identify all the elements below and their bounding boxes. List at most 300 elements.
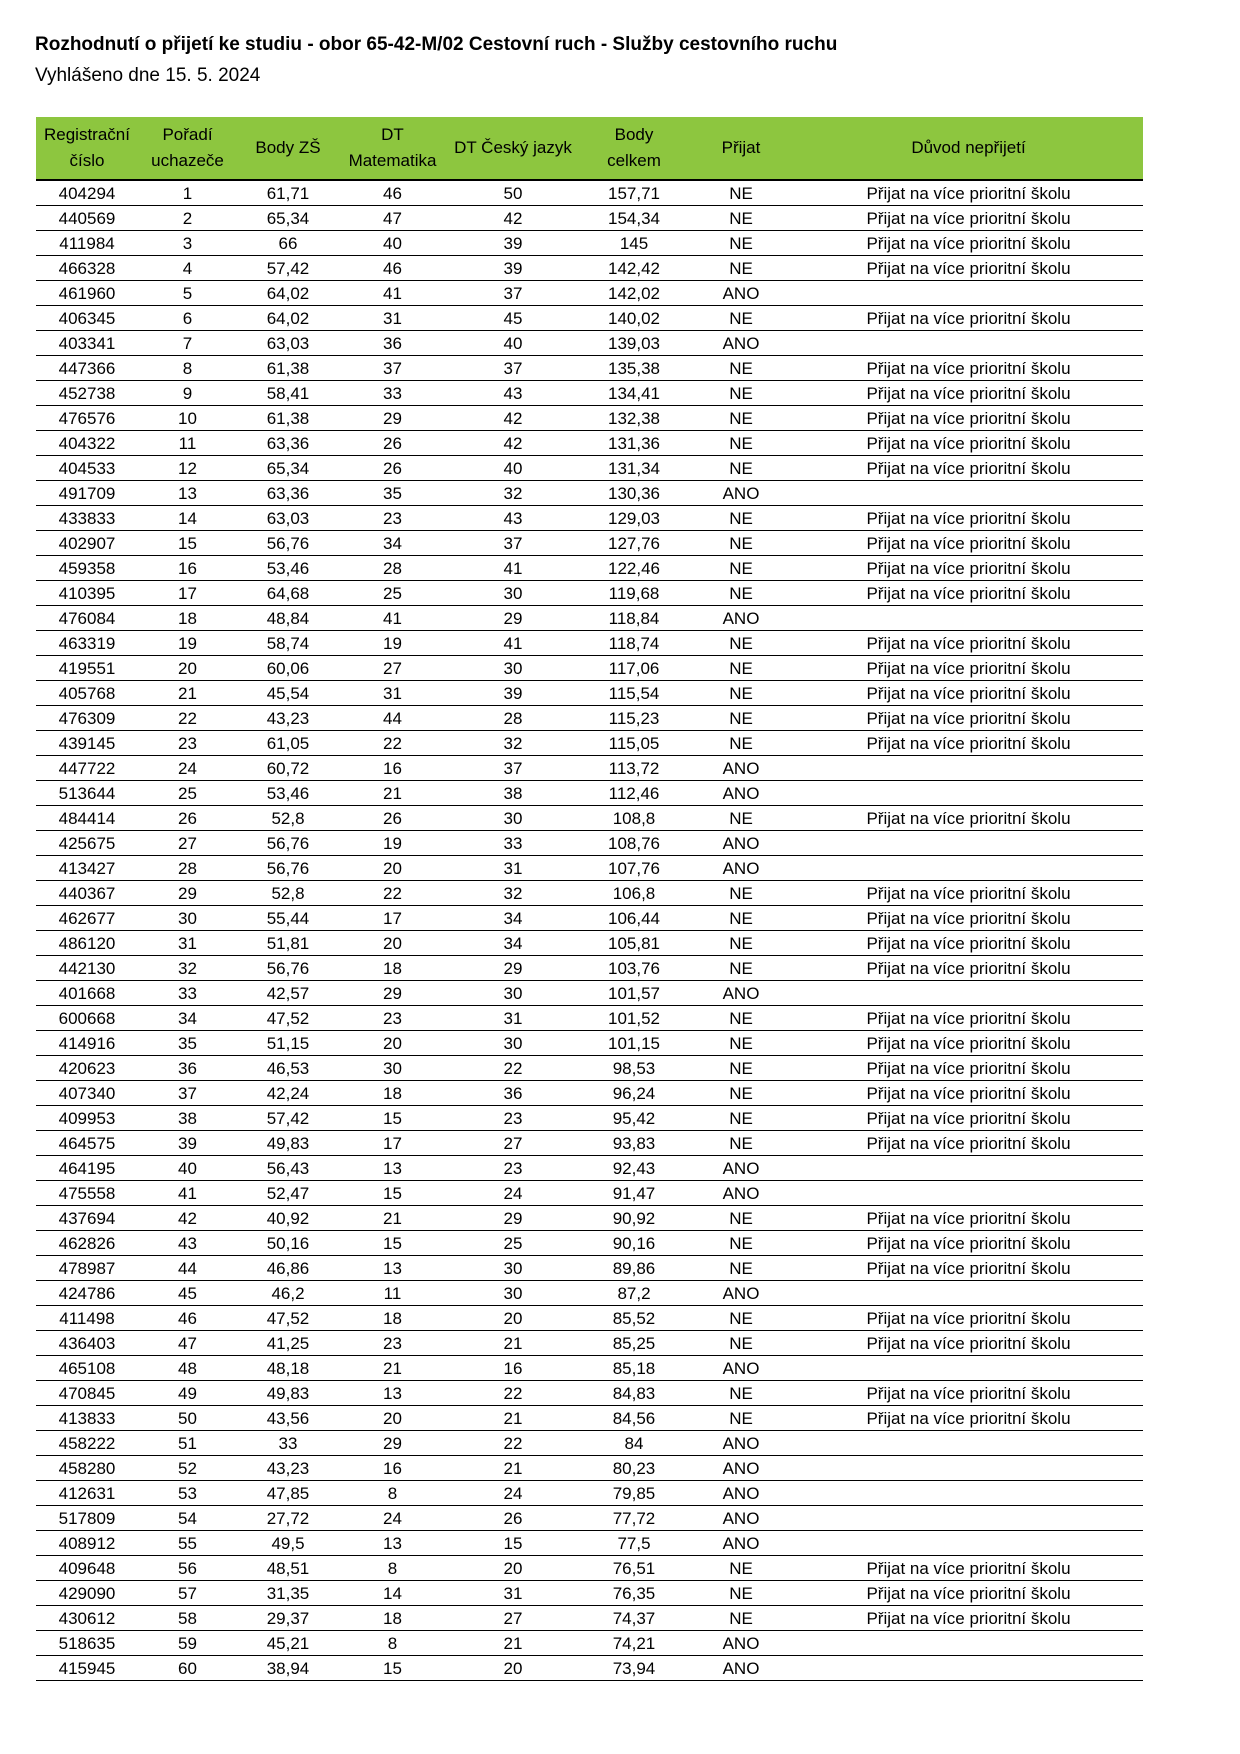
reason-cell: Přijat na více prioritní školu	[794, 1131, 1143, 1156]
czech-test-cell: 30	[446, 656, 580, 681]
rank-cell: 19	[138, 631, 237, 656]
math-test-cell: 13	[339, 1531, 446, 1556]
czech-test-cell: 34	[446, 906, 580, 931]
math-test-cell: 35	[339, 481, 446, 506]
rank-cell: 28	[138, 856, 237, 881]
total-points-cell: 118,74	[580, 631, 688, 656]
table-row	[36, 180, 1143, 206]
czech-test-cell: 30	[446, 581, 580, 606]
total-points-cell: 73,94	[580, 1656, 688, 1681]
total-points-cell: 131,36	[580, 431, 688, 456]
reason-cell: Přijat na více prioritní školu	[794, 1031, 1143, 1056]
school-points-cell: 53,46	[237, 556, 339, 581]
school-points-cell: 61,38	[237, 406, 339, 431]
math-test-cell: 31	[339, 306, 446, 331]
czech-test-cell: 39	[446, 681, 580, 706]
reason-cell	[794, 1431, 1143, 1456]
reason-cell: Přijat na více prioritní školu	[794, 356, 1143, 381]
reason-cell: Přijat na více prioritní školu	[794, 431, 1143, 456]
reason-cell: Přijat na více prioritní školu	[794, 1206, 1143, 1231]
czech-test-cell: 32	[446, 731, 580, 756]
table-row	[36, 1106, 1143, 1131]
math-test-cell: 30	[339, 1056, 446, 1081]
math-test-cell: 18	[339, 956, 446, 981]
reason-cell	[794, 1531, 1143, 1556]
rank-cell: 58	[138, 1606, 237, 1631]
reason-cell	[794, 1156, 1143, 1181]
rank-cell: 37	[138, 1081, 237, 1106]
school-points-cell: 61,38	[237, 356, 339, 381]
school-points-cell: 60,06	[237, 656, 339, 681]
registration-number-cell: 452738	[36, 381, 138, 406]
school-points-cell: 47,52	[237, 1306, 339, 1331]
czech-test-cell: 27	[446, 1131, 580, 1156]
math-test-cell: 18	[339, 1306, 446, 1331]
admitted-cell: NE	[688, 1006, 794, 1031]
table-row	[36, 531, 1143, 556]
czech-test-cell: 30	[446, 981, 580, 1006]
czech-test-cell: 37	[446, 281, 580, 306]
school-points-cell: 41,25	[237, 1331, 339, 1356]
rank-cell: 56	[138, 1556, 237, 1581]
school-points-cell: 42,57	[237, 981, 339, 1006]
rank-cell: 18	[138, 606, 237, 631]
math-test-cell: 26	[339, 806, 446, 831]
total-points-cell: 98,53	[580, 1056, 688, 1081]
admitted-cell: ANO	[688, 981, 794, 1006]
header-label-line2: celkem	[607, 151, 661, 170]
header-rejection-reason	[794, 117, 1143, 180]
header-label-line2: uchazeče	[151, 151, 224, 170]
school-points-cell: 33	[237, 1431, 339, 1456]
reason-cell: Přijat na více prioritní školu	[794, 1306, 1143, 1331]
math-test-cell: 20	[339, 1406, 446, 1431]
math-test-cell: 29	[339, 406, 446, 431]
total-points-cell: 103,76	[580, 956, 688, 981]
admitted-cell: NE	[688, 1406, 794, 1431]
school-points-cell: 66	[237, 231, 339, 256]
reason-cell: Přijat na více prioritní školu	[794, 656, 1143, 681]
school-points-cell: 53,46	[237, 781, 339, 806]
admitted-cell: NE	[688, 1256, 794, 1281]
school-points-cell: 29,37	[237, 1606, 339, 1631]
rank-cell: 47	[138, 1331, 237, 1356]
total-points-cell: 84,83	[580, 1381, 688, 1406]
table-row	[36, 1006, 1143, 1031]
admitted-cell: ANO	[688, 1656, 794, 1681]
registration-number-cell: 437694	[36, 1206, 138, 1231]
math-test-cell: 36	[339, 331, 446, 356]
reason-cell	[794, 1356, 1143, 1381]
rank-cell: 13	[138, 481, 237, 506]
rank-cell: 60	[138, 1656, 237, 1681]
reason-cell: Přijat na více prioritní školu	[794, 1556, 1143, 1581]
math-test-cell: 15	[339, 1231, 446, 1256]
math-test-cell: 47	[339, 206, 446, 231]
table-row	[36, 631, 1143, 656]
table-row	[36, 1331, 1143, 1356]
czech-test-cell: 37	[446, 531, 580, 556]
table-row	[36, 1656, 1143, 1681]
registration-number-cell: 413427	[36, 856, 138, 881]
admitted-cell: NE	[688, 1056, 794, 1081]
table-row	[36, 956, 1143, 981]
registration-number-cell: 476309	[36, 706, 138, 731]
czech-test-cell: 37	[446, 756, 580, 781]
table-row	[36, 1256, 1143, 1281]
rank-cell: 25	[138, 781, 237, 806]
registration-number-cell: 404322	[36, 431, 138, 456]
czech-test-cell: 23	[446, 1156, 580, 1181]
total-points-cell: 90,16	[580, 1231, 688, 1256]
table-row	[36, 606, 1143, 631]
school-points-cell: 56,43	[237, 1156, 339, 1181]
czech-test-cell: 36	[446, 1081, 580, 1106]
school-points-cell: 55,44	[237, 906, 339, 931]
registration-number-cell: 433833	[36, 506, 138, 531]
math-test-cell: 29	[339, 981, 446, 1006]
total-points-cell: 117,06	[580, 656, 688, 681]
table-row	[36, 1181, 1143, 1206]
school-points-cell: 43,23	[237, 1456, 339, 1481]
total-points-cell: 134,41	[580, 381, 688, 406]
math-test-cell: 23	[339, 1331, 446, 1356]
registration-number-cell: 413833	[36, 1406, 138, 1431]
registration-number-cell: 458222	[36, 1431, 138, 1456]
school-points-cell: 38,94	[237, 1656, 339, 1681]
table-row	[36, 1381, 1143, 1406]
admitted-cell: NE	[688, 1081, 794, 1106]
math-test-cell: 23	[339, 506, 446, 531]
table-row	[36, 1556, 1143, 1581]
total-points-cell: 106,44	[580, 906, 688, 931]
czech-test-cell: 29	[446, 956, 580, 981]
rank-cell: 55	[138, 1531, 237, 1556]
school-points-cell: 46,53	[237, 1056, 339, 1081]
reason-cell	[794, 756, 1143, 781]
total-points-cell: 142,42	[580, 256, 688, 281]
czech-test-cell: 24	[446, 1181, 580, 1206]
registration-number-cell: 405768	[36, 681, 138, 706]
rank-cell: 32	[138, 956, 237, 981]
total-points-cell: 79,85	[580, 1481, 688, 1506]
rank-cell: 46	[138, 1306, 237, 1331]
math-test-cell: 16	[339, 1456, 446, 1481]
reason-cell: Přijat na více prioritní školu	[794, 231, 1143, 256]
registration-number-cell: 600668	[36, 1006, 138, 1031]
czech-test-cell: 22	[446, 1381, 580, 1406]
admitted-cell: NE	[688, 306, 794, 331]
table-row	[36, 206, 1143, 231]
czech-test-cell: 33	[446, 831, 580, 856]
reason-cell	[794, 831, 1143, 856]
admitted-cell: ANO	[688, 831, 794, 856]
reason-cell: Přijat na více prioritní školu	[794, 1256, 1143, 1281]
registration-number-cell: 466328	[36, 256, 138, 281]
reason-cell	[794, 1631, 1143, 1656]
reason-cell	[794, 781, 1143, 806]
czech-test-cell: 43	[446, 506, 580, 531]
registration-number-cell: 429090	[36, 1581, 138, 1606]
rank-cell: 5	[138, 281, 237, 306]
rank-cell: 15	[138, 531, 237, 556]
table-row	[36, 381, 1143, 406]
czech-test-cell: 45	[446, 306, 580, 331]
math-test-cell: 24	[339, 1506, 446, 1531]
total-points-cell: 90,92	[580, 1206, 688, 1231]
table-row	[36, 231, 1143, 256]
school-points-cell: 43,56	[237, 1406, 339, 1431]
rank-cell: 49	[138, 1381, 237, 1406]
admitted-cell: NE	[688, 681, 794, 706]
math-test-cell: 19	[339, 831, 446, 856]
reason-cell: Přijat na více prioritní školu	[794, 1231, 1143, 1256]
registration-number-cell: 518635	[36, 1631, 138, 1656]
math-test-cell: 15	[339, 1181, 446, 1206]
reason-cell	[794, 981, 1143, 1006]
czech-test-cell: 30	[446, 1256, 580, 1281]
table-row	[36, 1281, 1143, 1306]
czech-test-cell: 40	[446, 331, 580, 356]
header-label-line1: DT	[381, 125, 404, 144]
total-points-cell: 115,23	[580, 706, 688, 731]
czech-test-cell: 31	[446, 856, 580, 881]
admitted-cell: NE	[688, 406, 794, 431]
table-row	[36, 1206, 1143, 1231]
reason-cell: Přijat na více prioritní školu	[794, 180, 1143, 206]
admitted-cell: ANO	[688, 281, 794, 306]
school-points-cell: 48,51	[237, 1556, 339, 1581]
rank-cell: 21	[138, 681, 237, 706]
registration-number-cell: 439145	[36, 731, 138, 756]
admitted-cell: NE	[688, 506, 794, 531]
admitted-cell: NE	[688, 356, 794, 381]
rank-cell: 36	[138, 1056, 237, 1081]
admitted-cell: NE	[688, 381, 794, 406]
registration-number-cell: 440569	[36, 206, 138, 231]
math-test-cell: 17	[339, 1131, 446, 1156]
table-row	[36, 781, 1143, 806]
math-test-cell: 15	[339, 1106, 446, 1131]
total-points-cell: 122,46	[580, 556, 688, 581]
math-test-cell: 13	[339, 1156, 446, 1181]
czech-test-cell: 21	[446, 1631, 580, 1656]
admitted-cell: ANO	[688, 606, 794, 631]
total-points-cell: 101,52	[580, 1006, 688, 1031]
math-test-cell: 28	[339, 556, 446, 581]
registration-number-cell: 409953	[36, 1106, 138, 1131]
math-test-cell: 41	[339, 606, 446, 631]
total-points-cell: 101,15	[580, 1031, 688, 1056]
registration-number-cell: 419551	[36, 656, 138, 681]
czech-test-cell: 42	[446, 406, 580, 431]
registration-number-cell: 412631	[36, 1481, 138, 1506]
czech-test-cell: 39	[446, 231, 580, 256]
rank-cell: 27	[138, 831, 237, 856]
math-test-cell: 34	[339, 531, 446, 556]
registration-number-cell: 476084	[36, 606, 138, 631]
reason-cell: Přijat na více prioritní školu	[794, 1106, 1143, 1131]
school-points-cell: 49,83	[237, 1131, 339, 1156]
table-body	[36, 180, 1143, 1681]
table-row	[36, 1156, 1143, 1181]
school-points-cell: 65,34	[237, 456, 339, 481]
header-label-line1: DT Český jazyk	[454, 138, 572, 157]
header-math-test	[339, 117, 446, 180]
header-label-line1: Důvod nepřijetí	[911, 138, 1026, 157]
czech-test-cell: 27	[446, 1606, 580, 1631]
admitted-cell: NE	[688, 256, 794, 281]
czech-test-cell: 42	[446, 206, 580, 231]
school-points-cell: 65,34	[237, 206, 339, 231]
admitted-cell: NE	[688, 180, 794, 206]
school-points-cell: 61,71	[237, 180, 339, 206]
total-points-cell: 105,81	[580, 931, 688, 956]
header-label-line1: Body	[614, 125, 654, 144]
czech-test-cell: 31	[446, 1581, 580, 1606]
rank-cell: 33	[138, 981, 237, 1006]
admitted-cell: NE	[688, 1381, 794, 1406]
registration-number-cell: 447722	[36, 756, 138, 781]
reason-cell: Přijat na více prioritní školu	[794, 1331, 1143, 1356]
table-row	[36, 931, 1143, 956]
admitted-cell: ANO	[688, 331, 794, 356]
registration-number-cell: 404533	[36, 456, 138, 481]
math-test-cell: 22	[339, 731, 446, 756]
math-test-cell: 18	[339, 1081, 446, 1106]
admitted-cell: NE	[688, 1306, 794, 1331]
admitted-cell: NE	[688, 231, 794, 256]
math-test-cell: 17	[339, 906, 446, 931]
rank-cell: 53	[138, 1481, 237, 1506]
school-points-cell: 57,42	[237, 1106, 339, 1131]
registration-number-cell: 478987	[36, 1256, 138, 1281]
total-points-cell: 92,43	[580, 1156, 688, 1181]
admitted-cell: ANO	[688, 1281, 794, 1306]
header-label-line2: Matematika	[348, 151, 437, 170]
admitted-cell: ANO	[688, 1631, 794, 1656]
total-points-cell: 131,34	[580, 456, 688, 481]
school-points-cell: 45,54	[237, 681, 339, 706]
admitted-cell: ANO	[688, 1431, 794, 1456]
reason-cell: Přijat na více prioritní školu	[794, 1581, 1143, 1606]
math-test-cell: 8	[339, 1631, 446, 1656]
czech-test-cell: 25	[446, 1231, 580, 1256]
czech-test-cell: 32	[446, 881, 580, 906]
czech-test-cell: 41	[446, 556, 580, 581]
school-points-cell: 63,03	[237, 331, 339, 356]
math-test-cell: 46	[339, 180, 446, 206]
school-points-cell: 27,72	[237, 1506, 339, 1531]
math-test-cell: 26	[339, 456, 446, 481]
total-points-cell: 115,05	[580, 731, 688, 756]
total-points-cell: 140,02	[580, 306, 688, 331]
rank-cell: 57	[138, 1581, 237, 1606]
registration-number-cell: 461960	[36, 281, 138, 306]
math-test-cell: 19	[339, 631, 446, 656]
rank-cell: 4	[138, 256, 237, 281]
total-points-cell: 135,38	[580, 356, 688, 381]
school-points-cell: 46,86	[237, 1256, 339, 1281]
rank-cell: 40	[138, 1156, 237, 1181]
reason-cell: Přijat na více prioritní školu	[794, 506, 1143, 531]
total-points-cell: 130,36	[580, 481, 688, 506]
czech-test-cell: 30	[446, 806, 580, 831]
header-label-line1: Pořadí	[162, 125, 213, 144]
math-test-cell: 13	[339, 1381, 446, 1406]
school-points-cell: 43,23	[237, 706, 339, 731]
reason-cell	[794, 1481, 1143, 1506]
admitted-cell: NE	[688, 431, 794, 456]
admitted-cell: NE	[688, 956, 794, 981]
rank-cell: 52	[138, 1456, 237, 1481]
rank-cell: 6	[138, 306, 237, 331]
registration-number-cell: 406345	[36, 306, 138, 331]
admitted-cell: ANO	[688, 481, 794, 506]
reason-cell	[794, 606, 1143, 631]
reason-cell: Přijat na více prioritní školu	[794, 731, 1143, 756]
rank-cell: 51	[138, 1431, 237, 1456]
admitted-cell: ANO	[688, 1506, 794, 1531]
reason-cell: Přijat na více prioritní školu	[794, 681, 1143, 706]
total-points-cell: 108,8	[580, 806, 688, 831]
table-row	[36, 706, 1143, 731]
reason-cell: Přijat na více prioritní školu	[794, 1406, 1143, 1431]
reason-cell: Přijat na více prioritní školu	[794, 581, 1143, 606]
rank-cell: 16	[138, 556, 237, 581]
czech-test-cell: 28	[446, 706, 580, 731]
registration-number-cell: 464195	[36, 1156, 138, 1181]
reason-cell: Přijat na více prioritní školu	[794, 631, 1143, 656]
total-points-cell: 91,47	[580, 1181, 688, 1206]
registration-number-cell: 447366	[36, 356, 138, 381]
admitted-cell: NE	[688, 906, 794, 931]
rank-cell: 30	[138, 906, 237, 931]
math-test-cell: 20	[339, 856, 446, 881]
school-points-cell: 63,03	[237, 506, 339, 531]
table-row	[36, 656, 1143, 681]
admitted-cell: NE	[688, 1106, 794, 1131]
admitted-cell: NE	[688, 631, 794, 656]
rank-cell: 1	[138, 180, 237, 206]
reason-cell	[794, 1456, 1143, 1481]
czech-test-cell: 37	[446, 356, 580, 381]
czech-test-cell: 22	[446, 1056, 580, 1081]
registration-number-cell: 486120	[36, 931, 138, 956]
header-czech-test	[446, 117, 580, 180]
admitted-cell: NE	[688, 531, 794, 556]
admitted-cell: NE	[688, 206, 794, 231]
czech-test-cell: 20	[446, 1656, 580, 1681]
table-row	[36, 856, 1143, 881]
table-row	[36, 1456, 1143, 1481]
total-points-cell: 93,83	[580, 1131, 688, 1156]
czech-test-cell: 29	[446, 606, 580, 631]
czech-test-cell: 32	[446, 481, 580, 506]
czech-test-cell: 16	[446, 1356, 580, 1381]
registration-number-cell: 458280	[36, 1456, 138, 1481]
school-points-cell: 49,5	[237, 1531, 339, 1556]
total-points-cell: 77,5	[580, 1531, 688, 1556]
czech-test-cell: 43	[446, 381, 580, 406]
school-points-cell: 49,83	[237, 1381, 339, 1406]
rank-cell: 12	[138, 456, 237, 481]
total-points-cell: 96,24	[580, 1081, 688, 1106]
admitted-cell: ANO	[688, 1356, 794, 1381]
math-test-cell: 46	[339, 256, 446, 281]
registration-number-cell: 459358	[36, 556, 138, 581]
table-row	[36, 1431, 1143, 1456]
